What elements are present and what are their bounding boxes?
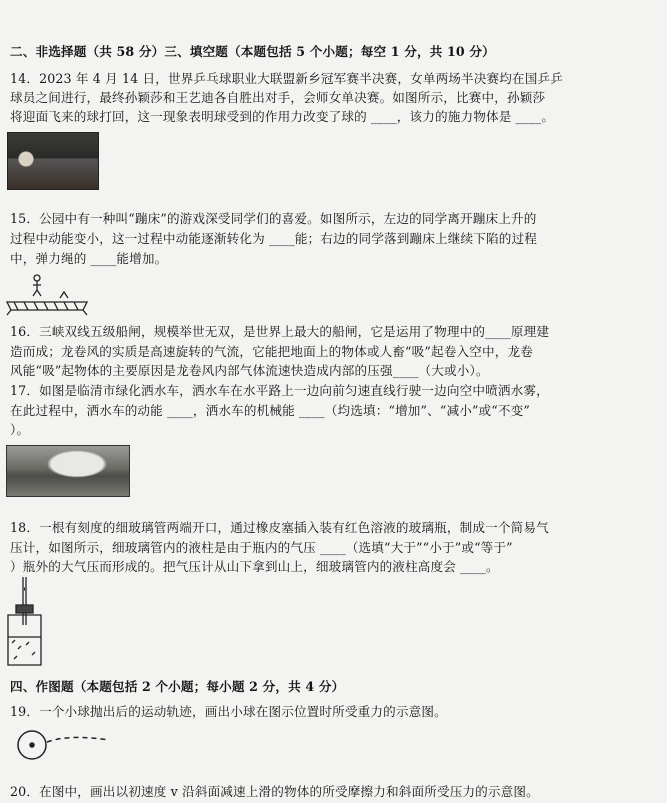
ball-trajectory-figure [14, 724, 114, 768]
q15-line-1: 15．公园中有一种叫“蹦床”的游戏深受同学们的喜爱。如图所示，左边的同学离开蹦床上升的 [10, 211, 537, 226]
barometer-figure [2, 575, 46, 670]
q17-line-1: 17．如图是临清市绿化洒水车，洒水车在水平路上一边向前匀速直线行驶一边向空中喷洒水雾， [10, 383, 549, 398]
section-heading-drawing: 四、作图题（本题包括 2 个小题；每小题 2 分，共 4 分） [10, 679, 345, 694]
q14-line-3: 将迎面飞来的球打回，这一现象表明球受到的作用力改变了球的 ____，该力的施力物体是 ____。 [10, 109, 555, 124]
q15-line-2: 过程中动能变小，这一过程中动能逐渐转化为 ____能；右边的同学落到蹦床上继续下陷的过程 [10, 231, 537, 246]
q16-line-2: 造而成；龙卷风的实质是高速旋转的气流，它能把地面上的物体或人畜“吸”起卷入空中，龙卷 [10, 344, 533, 359]
q17-line-3: ）。 [10, 422, 30, 437]
q18-line-1: 18．一根有刻度的细玻璃管两端开口，通过橡皮塞插入装有红色溶液的玻璃瓶，制成一个简易气 [10, 520, 549, 535]
q18-line-3: ）瓶外的大气压而形成的。把气压计从山下拿到山上，细玻璃管内的液柱高度会 ____。 [10, 559, 499, 574]
q18-line-2: 压计，如图所示，细玻璃管内的液柱是由于瓶内的气压 ____（选填“大于”“小于”或“等于” [10, 540, 513, 555]
q14-line-2: 球员之间进行，最终孙颖莎和王艺迪各自胜出对手，会师女单决赛。如图所示，比赛中，孙颖莎 [10, 90, 546, 105]
q16-line-1: 16．三峡双线五级船闸，规模举世无双，是世界上最大的船闸，它是运用了物理中的____原理建 [10, 324, 550, 339]
q20-text: 20．在图中，画出以初速度 v 沿斜面减速上滑的物体的所受摩擦力和斜面所受压力的示意图。 [10, 784, 539, 799]
sprinkler-truck-photo [6, 445, 130, 497]
q16-line-3: 风能“吸”起物体的主要原因是龙卷风内部气体流速快造成内部的压强____（大或小）。 [10, 363, 489, 378]
q14-line-1: 14．2023 年 4 月 14 日，世界乒乓球职业大联盟新乡冠军赛半决赛，女单两场半决赛均在国乒乒 [10, 71, 564, 86]
table-tennis-photo [7, 132, 99, 190]
q15-line-3: 中，弹力绳的 ____能增加。 [10, 251, 168, 266]
section-heading-fill-in: 二、非选择题（共 58 分）三、填空题（本题包括 5 个小题；每空 1 分，共 10 分） [10, 44, 495, 59]
trampoline-figure [4, 272, 90, 316]
q17-line-2: 在此过程中，洒水车的动能 ____，洒水车的机械能 ____（均选填：“增加”、“减小”或“不变” [10, 403, 530, 418]
q19-text: 19．一个小球抛出后的运动轨迹，画出小球在图示位置时所受重力的示意图。 [10, 704, 447, 719]
